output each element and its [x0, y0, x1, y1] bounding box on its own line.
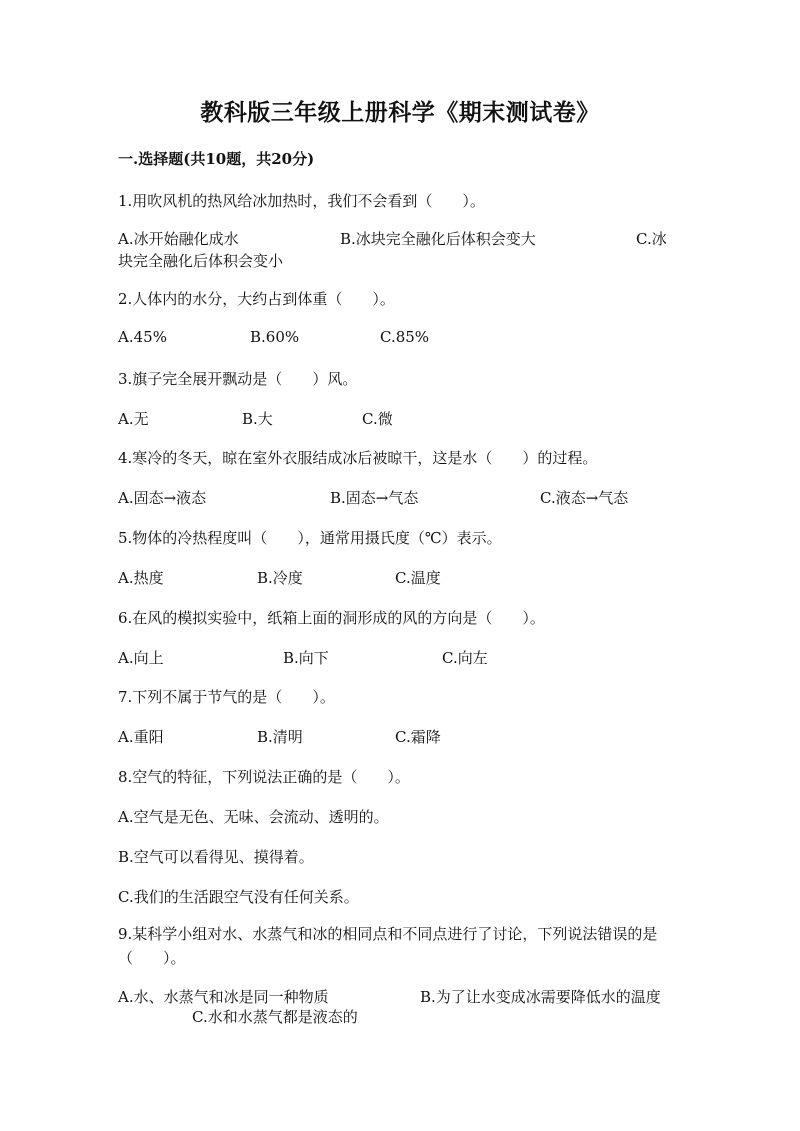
question-5-stem: 5.物体的冷热程度叫（ ），通常用摄氏度（℃）表示。: [118, 529, 502, 547]
question-7-option-a: A.重阳: [118, 728, 164, 746]
question-2-option-c: C.85%: [380, 328, 430, 346]
question-6-option-c: C.向左: [442, 649, 488, 667]
question-3-option-a: A.无: [118, 410, 149, 428]
page-title: 教科版三年级上册科学《期末测试卷》: [200, 99, 600, 126]
question-9-option-a: A.水、水蒸气和冰是同一种物质: [118, 988, 329, 1006]
question-3-stem: 3.旗子完全展开飘动是（ ）风。: [118, 370, 358, 388]
question-4-option-b: B.固态→气态: [330, 489, 419, 507]
question-3-option-b: B.大: [242, 410, 273, 428]
question-5-option-b: B.冷度: [257, 569, 303, 587]
question-4-option-c: C.液态→气态: [540, 489, 629, 507]
question-8-option-c: C.我们的生活跟空气没有任何关系。: [118, 888, 359, 906]
question-1-option-a: A.冰开始融化成水: [118, 230, 239, 248]
question-9-option-b: B.为了让水变成冰需要降低水的温度: [420, 988, 661, 1006]
question-3-option-c: C.微: [362, 410, 393, 428]
question-6-stem: 6.在风的模拟实验中，纸箱上面的洞形成的风的方向是（ ）。: [118, 609, 545, 627]
question-6-option-b: B.向下: [283, 649, 329, 667]
question-4-option-a: A.固态→液态: [118, 489, 207, 507]
question-9-option-c: C.水和水蒸气都是液态的: [192, 1008, 358, 1026]
question-4-stem: 4.寒冷的冬天，晾在室外衣服结成冰后被晾干，这是水（ ）的过程。: [118, 449, 598, 467]
question-1-option-c: C.冰: [636, 230, 667, 248]
question-2-option-b: B.60%: [250, 328, 300, 346]
question-8-stem: 8.空气的特征，下列说法正确的是（ ）。: [118, 768, 410, 786]
question-5-option-c: C.温度: [395, 569, 441, 587]
question-5-option-a: A.热度: [118, 569, 164, 587]
question-7-option-b: B.清明: [257, 728, 303, 746]
question-6-option-a: A.向上: [118, 649, 164, 667]
question-7-option-c: C.霜降: [395, 728, 441, 746]
question-8-option-b: B.空气可以看得见、摸得着。: [118, 848, 314, 866]
question-8-option-a: A.空气是无色、无味、会流动、透明的。: [118, 808, 389, 826]
section-heading: 一.选择题(共10题，共20分): [118, 150, 315, 168]
question-1-option-b: B.冰块完全融化后体积会变大: [340, 230, 536, 248]
question-7-stem: 7.下列不属于节气的是（ ）。: [118, 688, 335, 706]
question-1-option-c-continued: 块完全融化后体积会变小: [118, 252, 284, 270]
question-1-stem: 1.用吹风机的热风给冰加热时，我们不会看到（ ）。: [118, 192, 485, 210]
question-9-stem: 9.某科学小组对水、水蒸气和冰的相同点和不同点进行了讨论，下列说法错误的是（ ）。: [118, 925, 658, 967]
question-2-stem: 2.人体内的水分，大约占到体重（ ）。: [118, 290, 395, 308]
question-2-option-a: A.45%: [118, 328, 167, 346]
